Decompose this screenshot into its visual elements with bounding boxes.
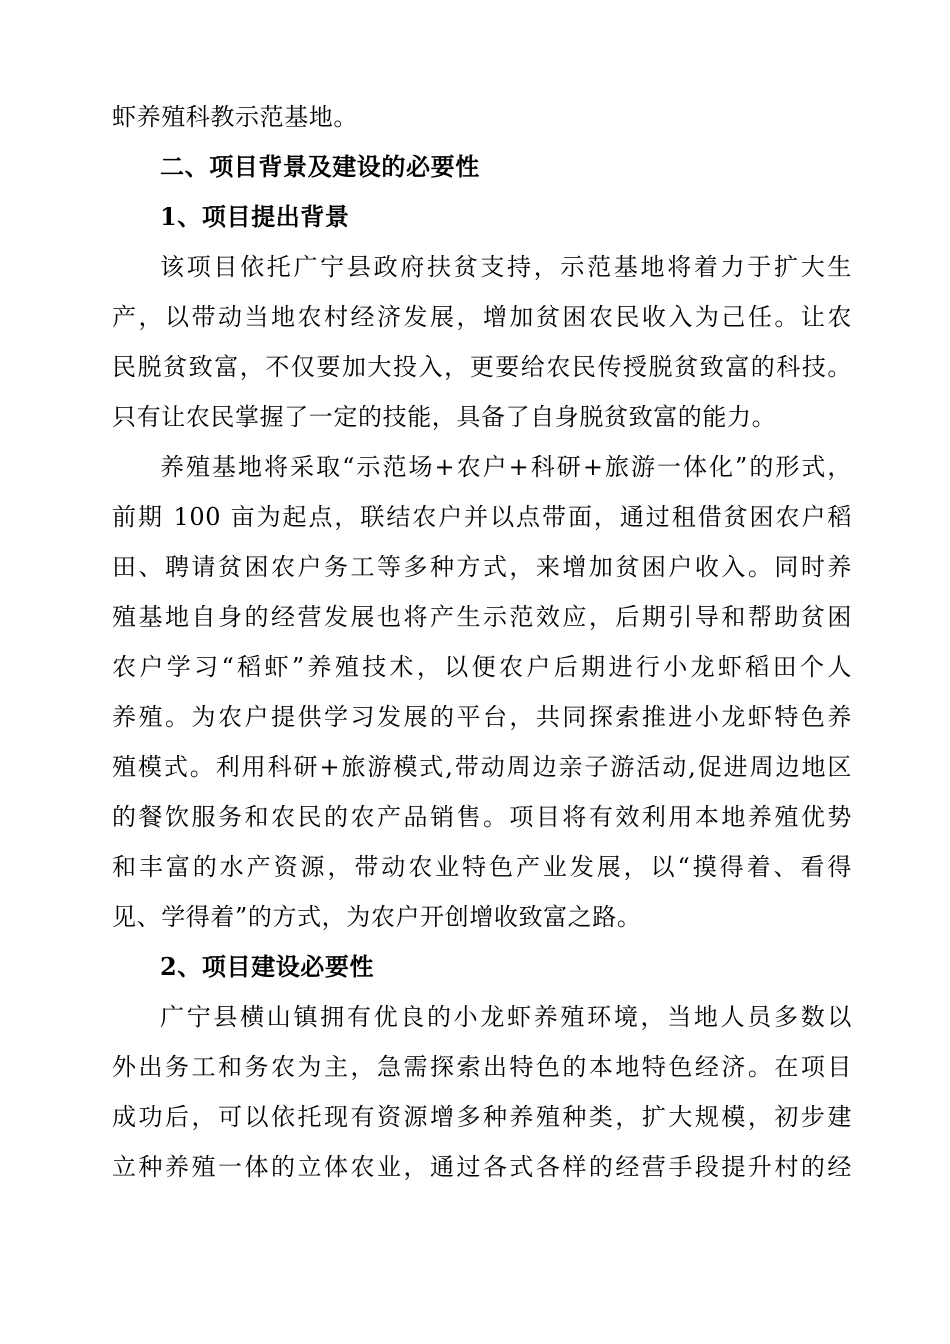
section-heading: 二、项目背景及建设的必要性 <box>160 152 480 181</box>
paragraph-line: 养殖。为农户提供学习发展的平台，共同探索推进小龙虾特色养 <box>112 703 852 731</box>
paragraph-line: 农户学习“稻虾”养殖技术，以便农户后期进行小龙虾稻田个人 <box>112 653 852 681</box>
paragraph-line: 外出务工和务农为主，急需探索出特色的本地特色经济。在项目 <box>112 1053 852 1081</box>
subsection-heading-necessity: 2、项目建设必要性 <box>160 952 375 981</box>
subsection-heading-background: 1、项目提出背景 <box>160 202 350 231</box>
paragraph-line: 产，以带动当地农村经济发展，增加贫困农民收入为己任。让农 <box>112 303 852 331</box>
paragraph-continuation: 虾养殖科教示范基地。 <box>112 103 358 131</box>
paragraph-line: 养殖基地将采取“示范场+农户+科研+旅游一体化”的形式， <box>160 453 852 481</box>
paragraph-line: 只有让农民掌握了一定的技能，具备了自身脱贫致富的能力。 <box>112 403 777 431</box>
paragraph-line: 立种养殖一体的立体农业，通过各式各样的经营手段提升村的经 <box>112 1153 852 1181</box>
paragraph-line: 的餐饮服务和农民的农产品销售。项目将有效利用本地养殖优势 <box>112 803 852 831</box>
paragraph-line: 殖基地自身的经营发展也将产生示范效应，后期引导和帮助贫困 <box>112 603 852 631</box>
paragraph-line: 成功后，可以依托现有资源增多种养殖种类，扩大规模，初步建 <box>112 1103 852 1131</box>
paragraph-line: 前期 100 亩为起点，联结农户并以点带面，通过租借贫困农户稻 <box>112 503 852 531</box>
paragraph-line: 殖模式。利用科研+旅游模式,带动周边亲子游活动,促进周边地区 <box>112 753 852 781</box>
paragraph-line: 民脱贫致富，不仅要加大投入，更要给农民传授脱贫致富的科技。 <box>112 353 852 381</box>
paragraph-line: 该项目依托广宁县政府扶贫支持，示范基地将着力于扩大生 <box>160 253 852 281</box>
paragraph-line: 和丰富的水产资源，带动农业特色产业发展，以“摸得着、看得 <box>112 853 852 881</box>
paragraph-line: 广宁县横山镇拥有优良的小龙虾养殖环境，当地人员多数以 <box>160 1003 852 1031</box>
paragraph-line: 见、学得着”的方式，为农户开创增收致富之路。 <box>112 903 642 931</box>
paragraph-line: 田、聘请贫困农户务工等多种方式，来增加贫困户收入。同时养 <box>112 553 852 581</box>
